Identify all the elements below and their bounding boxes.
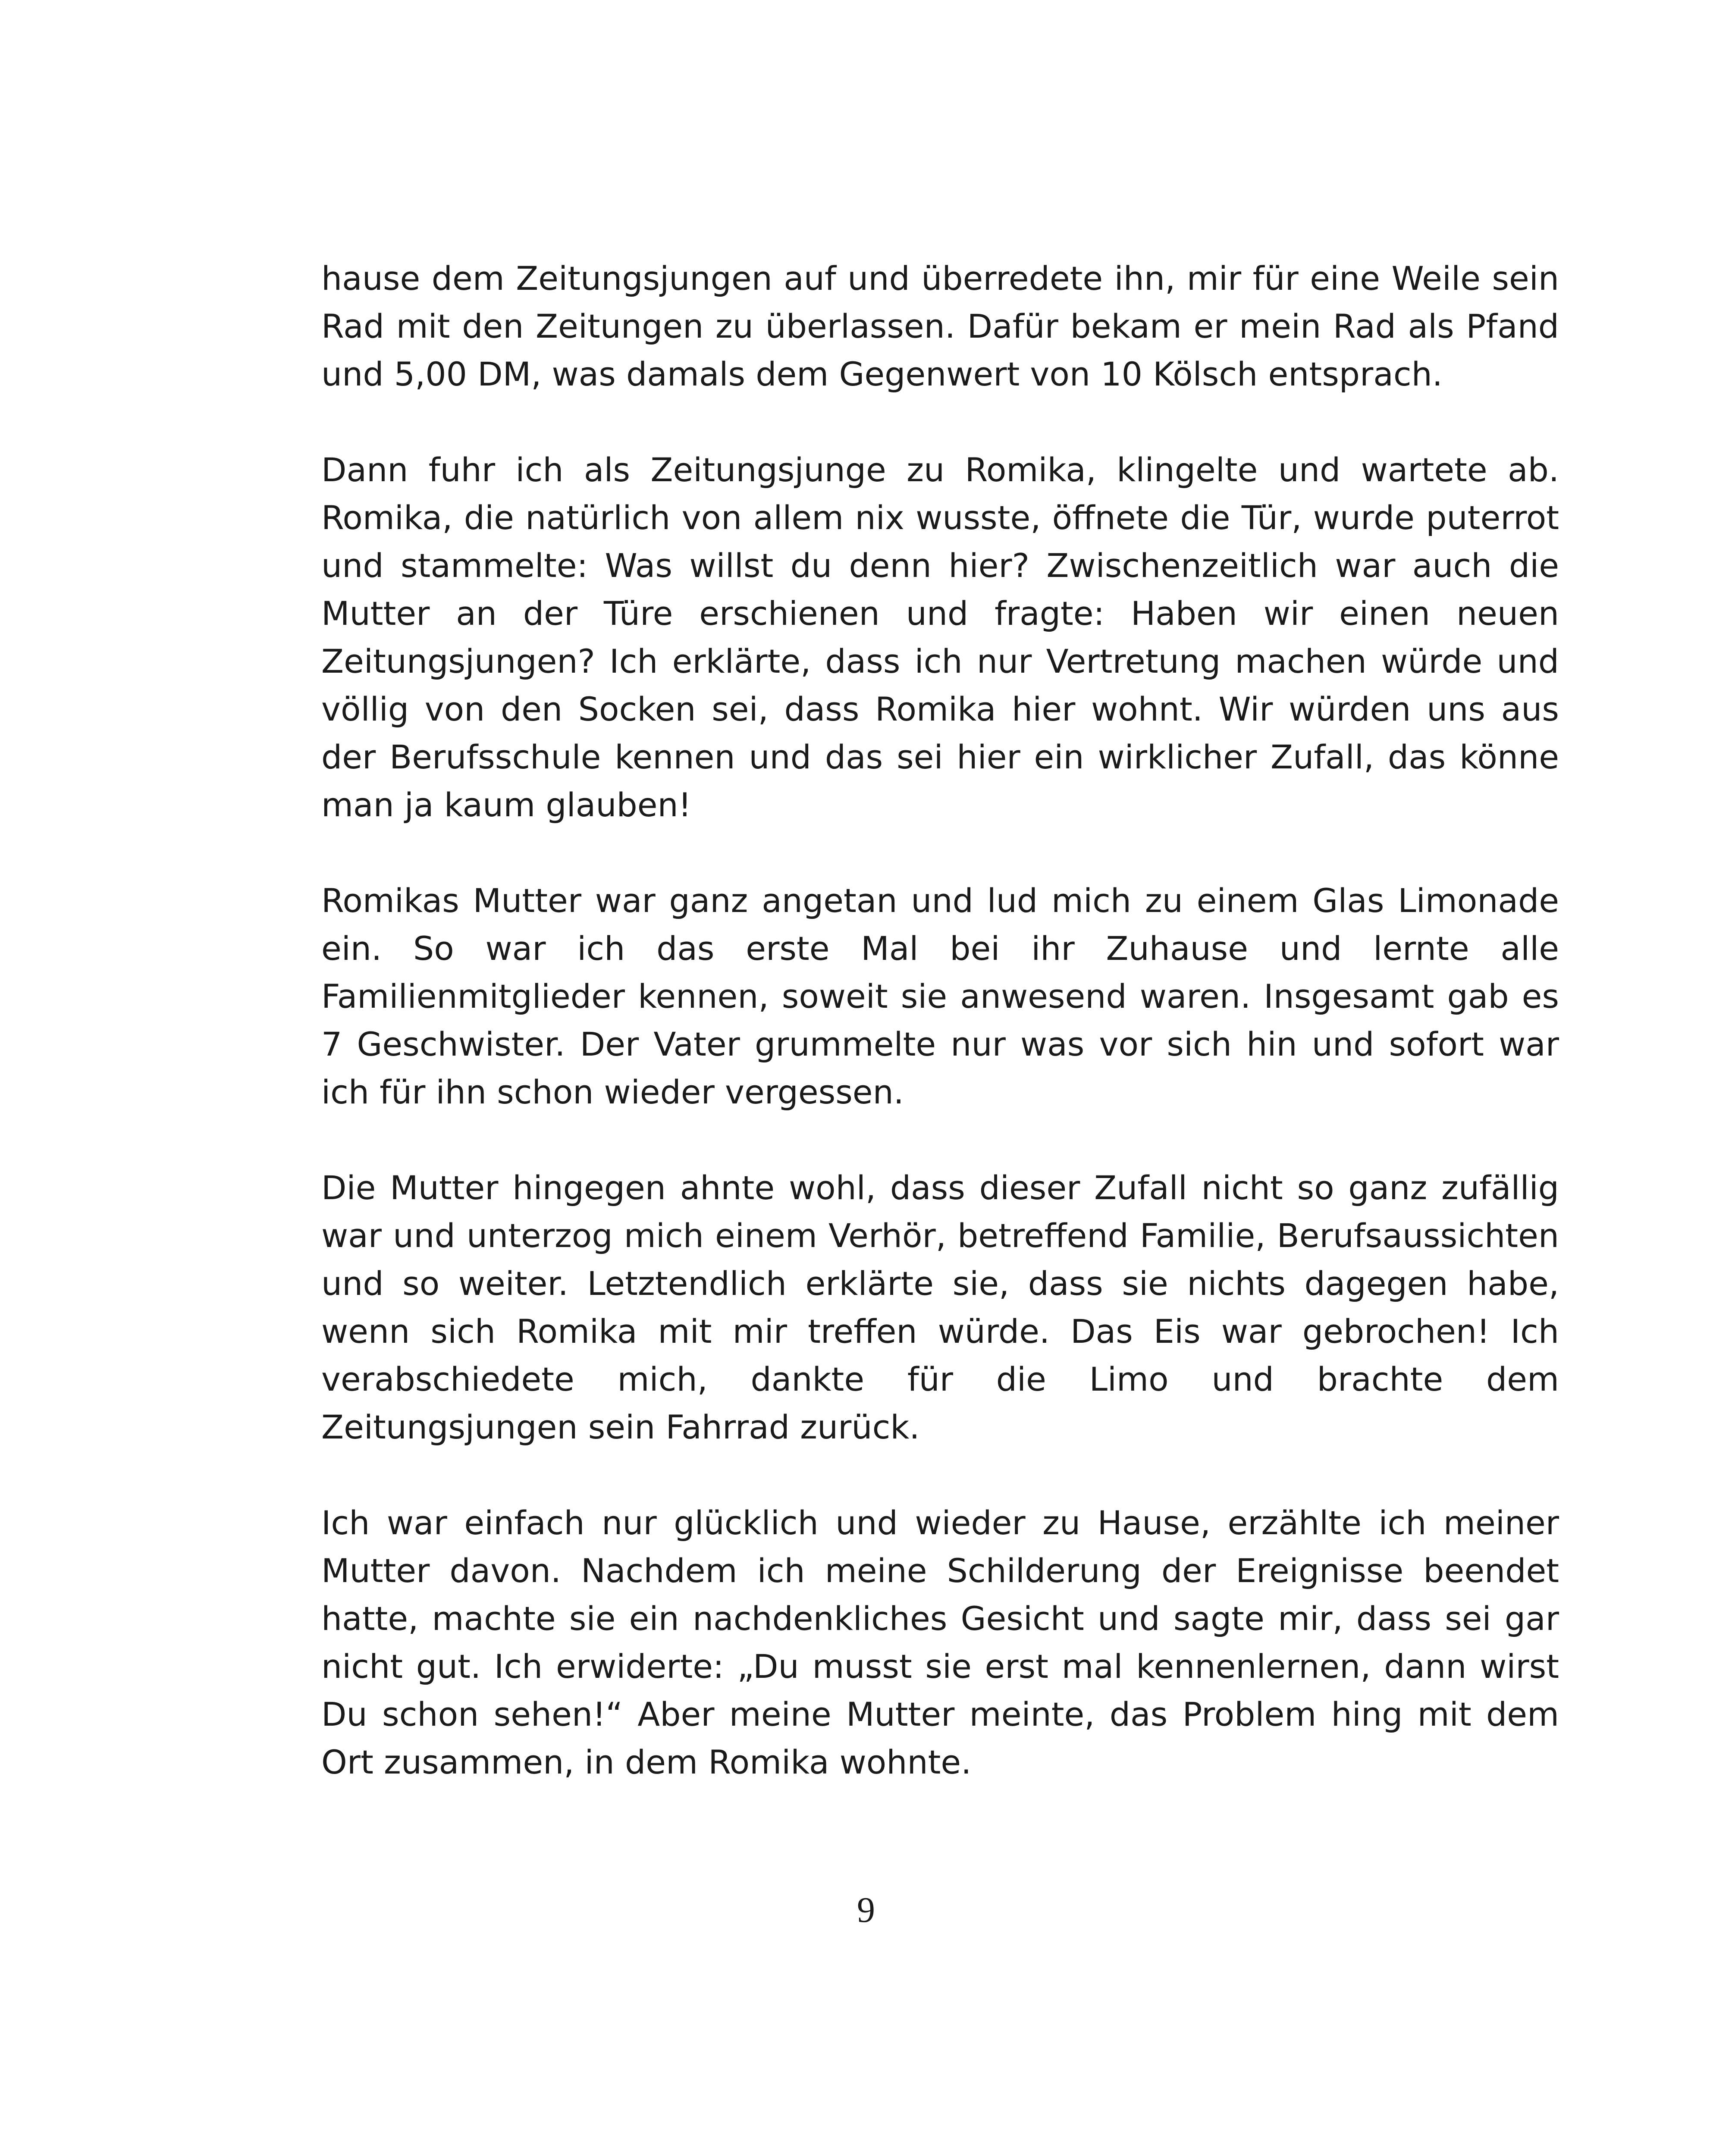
paragraph-5: Ich war einfach nur glücklich und wieder zu Hause, erzählte ich meiner Mutter davon. Nachdem ich meine Schilderung der Ereignisse beendet hatte, machte sie ein nachdenkliches Gesicht und sagte mir, dass sei gar nicht gut. Ich erwiderte: „Du musst sie erst mal kennenlernen, dann wirst Du schon sehen!“ Aber meine Mutter meinte, das Problem hing mit dem Ort zusammen, in dem Romika wohnte. bbox=[321, 1504, 1559, 1781]
paragraph-1: hause dem Zeitungsjungen auf und überredete ihn, mir für eine Weile sein Rad mit den Zeitungen zu überlassen. Dafür bekam er mein Rad als Pfand und 5,00 DM, was damals dem Gegenwert von 10 Kölsch entsprach. bbox=[321, 259, 1559, 393]
page-number: 9 bbox=[857, 1890, 875, 1930]
body-text bbox=[321, 254, 1559, 1786]
paragraph-2: Dann fuhr ich als Zeitungsjunge zu Romika, klingelte und wartete ab. Romika, die natürlich von allem nix wusste, öffnete die Tür, wurde puterrot und stammelte: Was willst du denn hier? Zwischenzeitlich war auch die Mutter an der Türe erschienen und fragte: Haben wir einen neuen Zeitungsjungen? Ich erklärte, dass ich nur Vertretung machen würde und völlig von den Socken sei, dass Romika hier wohnt. Wir würden uns aus der Berufsschule kennen und das sei hier ein wirklicher Zufall, das könne man ja kaum glauben! bbox=[321, 451, 1559, 824]
paragraph-4: Die Mutter hingegen ahnte wohl, dass dieser Zufall nicht so ganz zufällig war und unterzog mich einem Verhör, betreffend Familie, Berufsaussichten und so weiter. Letztendlich erklärte sie, dass sie nichts dagegen habe, wenn sich Romika mit mir treffen würde. Das Eis war gebrochen! Ich verabschiedete mich, dankte für die Limo und brachte dem Zeitungsjungen sein Fahrrad zurück. bbox=[321, 1169, 1559, 1446]
paragraph-3: Romikas Mutter war ganz angetan und lud mich zu einem Glas Limonade ein. So war ich das erste Mal bei ihr Zuhause und lernte alle Familienmitglieder kennen, soweit sie anwesend waren. Insgesamt gab es 7 Geschwister. Der Vater grummelte nur was vor sich hin und sofort war ich für ihn schon wieder vergessen. bbox=[321, 881, 1559, 1111]
